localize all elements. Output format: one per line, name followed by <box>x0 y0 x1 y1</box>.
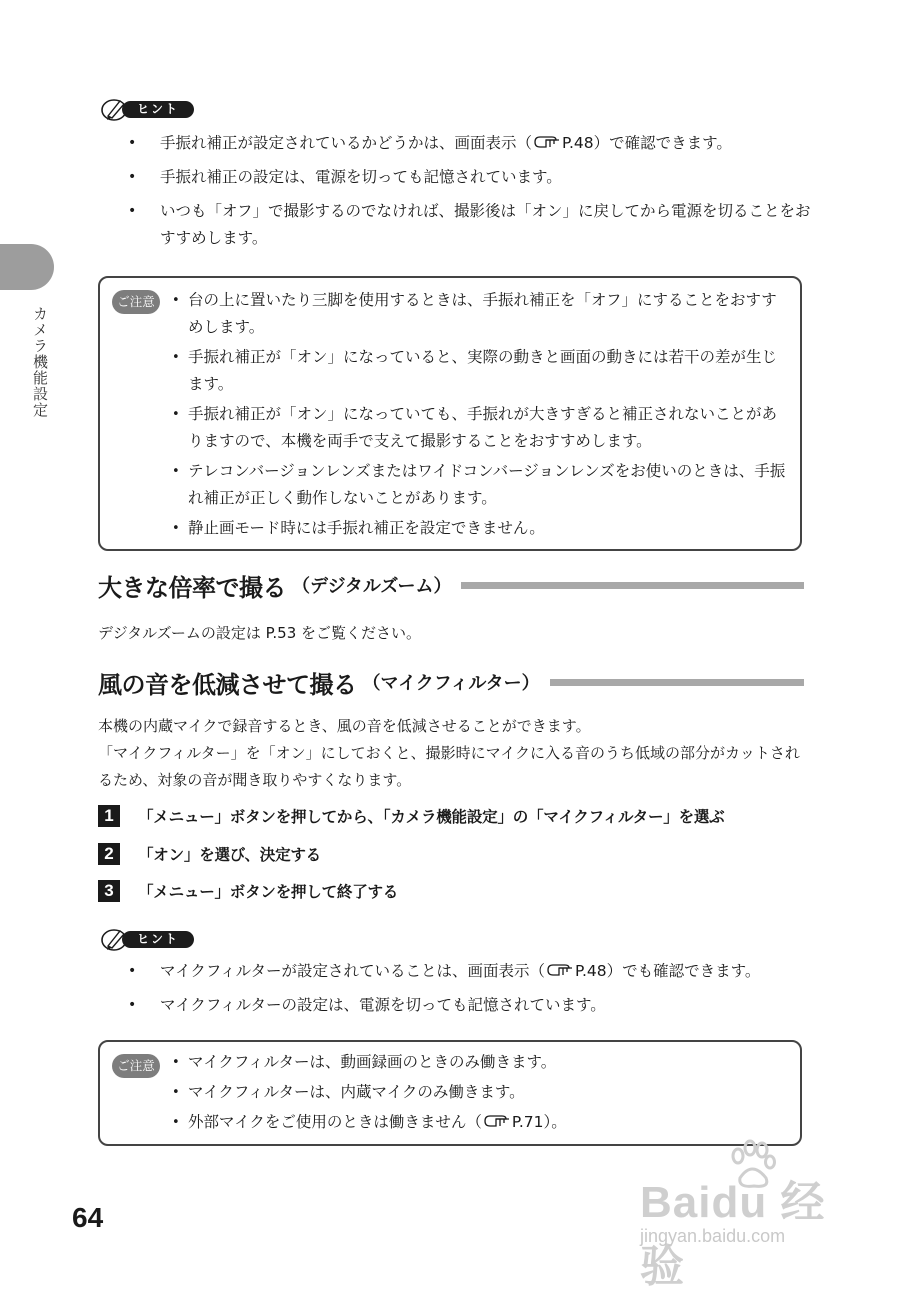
section-body: 本機の内蔵マイクで録音するとき、風の音を低減させることができます。 <box>98 717 591 735</box>
hint-item: • マイクフィルターが設定されていることは、画面表示（ P.48）でも確認できます。 <box>126 958 816 985</box>
section-subtitle: （デジタルズーム） <box>292 576 452 597</box>
page-reference-icon <box>482 1114 512 1128</box>
section-heading <box>98 665 804 699</box>
section-heading <box>98 568 804 602</box>
caution-list <box>172 1049 792 1139</box>
caution-item: • マイクフィルターは、動画録画のときのみ働きます。 <box>172 1049 792 1076</box>
caution-item: • 手振れ補正が「オン」になっていても、手振れが大きすぎると補正されないことがありますので、本機を両手で支えて撮影することをおすすめします。 <box>172 401 792 455</box>
hint-badge: ヒント <box>100 96 200 122</box>
watermark-url: jingyan.baidu.com <box>640 1226 786 1246</box>
caution-badge: ご注意 <box>112 290 160 314</box>
heading-rule <box>550 679 804 686</box>
caution-badge: ご注意 <box>112 1054 160 1078</box>
page-reference-icon <box>545 963 575 977</box>
caution-box <box>98 276 802 551</box>
section-body: デジタルズームの設定は P.53 をご覧ください。 <box>98 624 422 642</box>
watermark-brand: Baidu 经验 <box>640 1178 826 1291</box>
step-number: 2 <box>98 843 120 865</box>
step-number: 3 <box>98 880 120 902</box>
caution-item: • 手振れ補正が「オン」になっていると、実際の動きと画面の動きには若干の差が生じます。 <box>172 344 792 398</box>
watermark <box>640 1138 870 1291</box>
step-text: 「オン」を選び、決定する <box>138 846 321 864</box>
caution-list <box>172 287 792 545</box>
section-body: 「マイクフィルター」を「オン」にしておくと、撮影時にマイクに入る音のうち低域の部分がカットされるため、対象の音が聞き取りやすくなります。 <box>98 744 800 789</box>
step-number: 1 <box>98 805 120 827</box>
caution-box <box>98 1040 802 1146</box>
caution-item: • テレコンバージョンレンズまたはワイドコンバージョンレンズをお使いのときは、手振れ補正が正しく動作しないことがあります。 <box>172 458 792 512</box>
page-reference-icon <box>532 135 562 149</box>
caution-item: • 外部マイクをご使用のときは働きません（ P.71）。 <box>172 1109 792 1136</box>
hint-list <box>126 130 816 259</box>
hint-item: • いつも「オフ」で撮影するのでなければ、撮影後は「オン」に戻してから電源を切ることをおすすめします。 <box>126 198 816 252</box>
heading-rule <box>461 582 804 589</box>
caution-item: • 台の上に置いたり三脚を使用するときは、手振れ補正を「オフ」にすることをおすすめします。 <box>172 287 792 341</box>
step-text: 「メニュー」ボタンを押して終了する <box>138 883 399 901</box>
step-3 <box>98 880 398 902</box>
step-1 <box>98 805 724 827</box>
hint-item: • 手振れ補正が設定されているかどうかは、画面表示（ P.48）で確認できます。 <box>126 130 816 157</box>
step-text: 「メニュー」ボタンを押してから、「カメラ機能設定」の「マイクフィルター」を選ぶ <box>138 808 725 826</box>
chapter-label: カメラ機能設定 <box>31 306 49 418</box>
hint-badge: ヒント <box>100 926 200 952</box>
hint-list <box>126 958 816 1026</box>
hint-item: • マイクフィルターの設定は、電源を切っても記憶されています。 <box>126 992 816 1019</box>
caution-item: • マイクフィルターは、内蔵マイクのみ働きます。 <box>172 1079 792 1106</box>
hint-item: • 手振れ補正の設定は、電源を切っても記憶されています。 <box>126 164 816 191</box>
step-2 <box>98 843 321 865</box>
section-subtitle: （マイクフィルター） <box>362 673 540 694</box>
page-number: 64 <box>72 1202 104 1233</box>
caution-item: • 静止画モード時には手振れ補正を設定できません。 <box>172 515 792 542</box>
section-title: 風の音を低減させて撮る <box>98 670 357 699</box>
chapter-tab <box>0 244 54 290</box>
section-title: 大きな倍率で撮る <box>98 573 286 602</box>
